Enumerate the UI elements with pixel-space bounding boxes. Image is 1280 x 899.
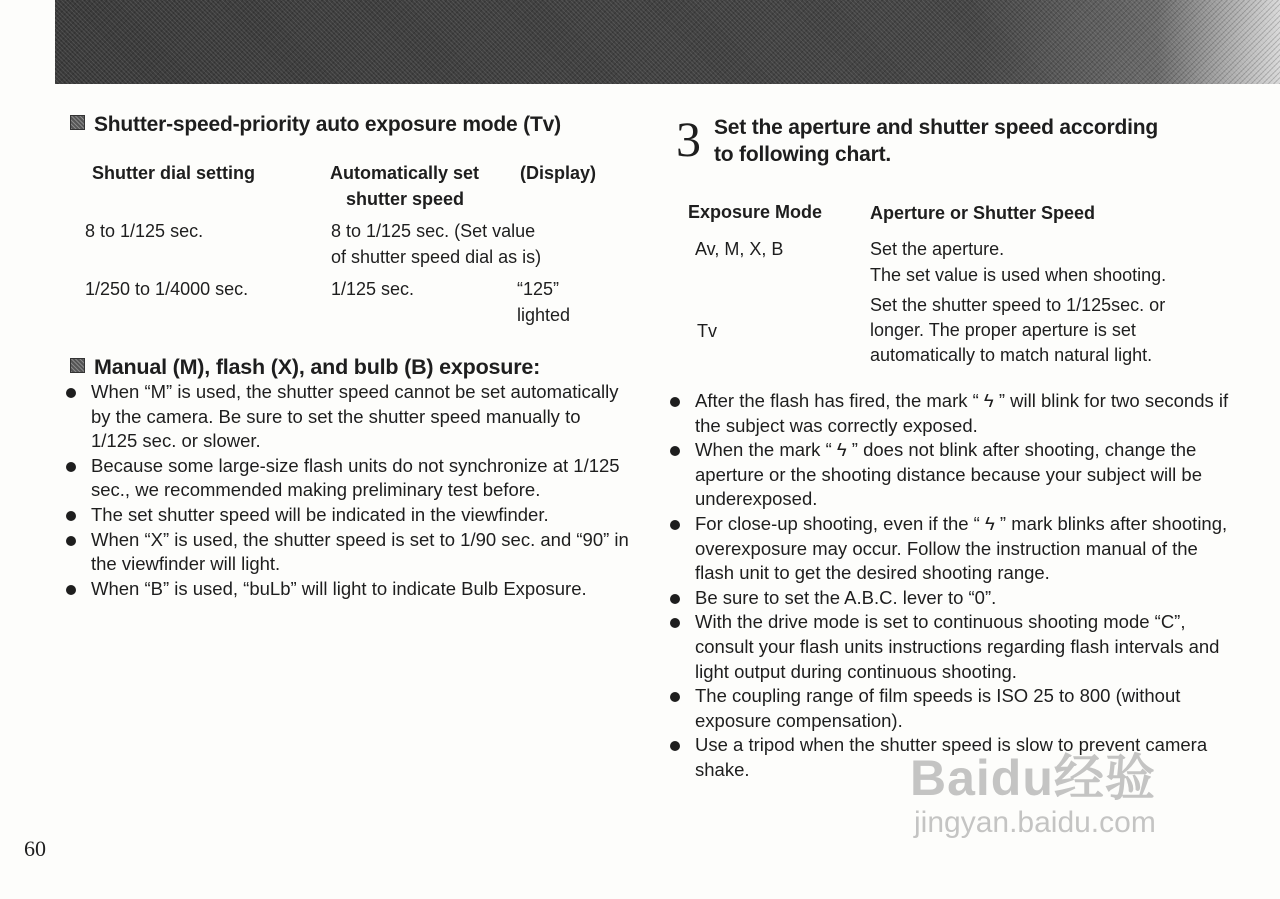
manual-section-title-text: Manual (M), flash (X), and bulb (B) exposure: (94, 355, 541, 379)
table-row2-mode: Tv (697, 321, 717, 341)
table-row1-line2: The set value is used when shooting. (870, 265, 1167, 285)
col-header-display: (Display) (520, 163, 597, 183)
page-number: 60 (24, 836, 46, 861)
tv-section-title-text: Shutter-speed-priority auto exposure mode (Tv) (94, 113, 561, 136)
list-item: When “B” is used, “buLb” will light to indicate Bulb Exposure. (66, 577, 631, 602)
col-header-auto (330, 160, 479, 212)
list-item: The set shutter speed will be indicated in the viewfinder. (66, 503, 631, 528)
watermark-url: jingyan.baidu.com (914, 806, 1156, 839)
row2-display-line2: lighted (517, 305, 571, 325)
row2-display (517, 276, 570, 328)
step-number: 3 (676, 111, 701, 167)
header-band (55, 0, 1280, 84)
col-header-dial: Shutter dial setting (92, 163, 256, 183)
table-header-setting: Aperture or Shutter Speed (870, 203, 1096, 223)
table-row1-setting (870, 236, 1166, 288)
manual-section-title (70, 355, 540, 380)
col-header-auto-line1: Automatically set (330, 163, 480, 183)
step-title-line2: to following chart. (714, 143, 892, 166)
manual-bullet-list (66, 380, 631, 601)
step-title (714, 114, 1158, 168)
row2-dial: 1/250 to 1/4000 sec. (85, 279, 249, 299)
list-item: With the drive mode is set to continuous shooting mode “C”, consult your flash units instructions regarding flash intervals and light output during continuous shooting. (670, 610, 1240, 684)
row1-dial: 8 to 1/125 sec. (85, 221, 204, 241)
list-item: Be sure to set the A.B.C. lever to “0”. (670, 586, 1240, 611)
list-item: After the flash has fired, the mark “ ϟ ” will blink for two seconds if the subject was correctly exposed. (670, 389, 1240, 438)
step-title-line1: Set the aperture and shutter speed according (714, 116, 1158, 139)
list-item: When the mark “ ϟ ” does not blink after shooting, change the aperture or the shooting distance because your subject will be underexposed. (670, 438, 1240, 512)
table-row2-line3: automatically to match natural light. (870, 345, 1153, 365)
list-item: For close-up shooting, even if the “ ϟ ” mark blinks after shooting, overexposure may occur. Follow the instruction manual of the flash unit to get the desired shooting range. (670, 512, 1240, 586)
table-row1-mode: Av, M, X, B (695, 239, 784, 259)
table-row2-line2: longer. The proper aperture is set (870, 320, 1136, 340)
tv-section-title (70, 113, 561, 137)
table-row2-setting (870, 293, 1165, 368)
row2-auto: 1/125 sec. (331, 279, 415, 299)
list-item: Use a tripod when the shutter speed is slow to prevent camera shake. (670, 733, 1240, 782)
row1-auto (331, 218, 541, 270)
step3-bullet-list (670, 389, 1240, 783)
row1-auto-line2: of shutter speed dial as is) (331, 247, 542, 267)
list-item: The coupling range of film speeds is ISO 25 to 800 (without exposure compensation). (670, 684, 1240, 733)
list-item: When “X” is used, the shutter speed is set to 1/90 sec. and “90” in the viewfinder will light. (66, 528, 631, 577)
row2-display-line1: “125” (517, 279, 560, 299)
table-row2-line1: Set the shutter speed to 1/125sec. or (870, 295, 1166, 315)
list-item: Because some large-size flash units do not synchronize at 1/125 sec., we recommended making preliminary test before. (66, 454, 631, 503)
row1-auto-line1: 8 to 1/125 sec. (Set value (331, 221, 536, 241)
square-bullet-icon (70, 115, 85, 130)
col-header-auto-line2: shutter speed (346, 189, 465, 209)
list-item: When “M” is used, the shutter speed cannot be set automatically by the camera. Be sure to set the shutter speed manually to 1/125 sec. or slower. (66, 380, 631, 454)
watermark-logo: Baidu经验 (910, 750, 1156, 806)
square-bullet-icon (70, 358, 85, 373)
table-row1-line1: Set the aperture. (870, 239, 1005, 259)
table-header-mode: Exposure Mode (688, 202, 823, 222)
